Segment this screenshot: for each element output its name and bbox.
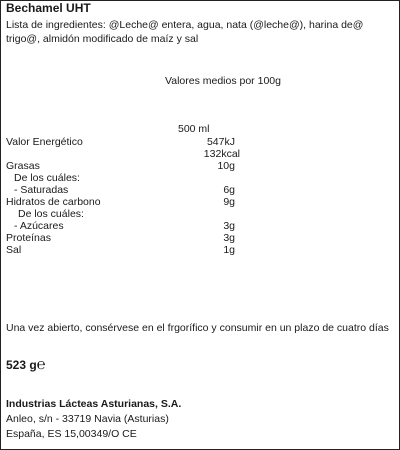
storage-note: Una vez abierto, consérvese en el frgorífico y consumir en un plazo de cuatro días xyxy=(6,322,389,334)
nutrient-value-energy-kcal: 132kcal xyxy=(203,148,240,160)
nutrient-name-fat: Grasas xyxy=(6,160,40,172)
nutrient-value-sugars: 3g xyxy=(223,220,235,232)
nutrient-value-saturated: 6g xyxy=(223,184,235,196)
net-weight xyxy=(6,356,46,373)
nutrient-value-protein: 3g xyxy=(223,232,235,244)
nutrient-name-sugars: - Azúcares xyxy=(14,220,64,232)
per-100g-header: Valores medios por 100g xyxy=(165,75,281,87)
product-title: Bechamel UHT xyxy=(6,1,91,15)
net-weight-value: 523 g xyxy=(6,358,37,372)
nutrient-name-saturated: - Saturadas xyxy=(14,184,69,196)
nutrient-value-energy-kj: 547kJ xyxy=(206,136,235,148)
nutrient-value-salt: 1g xyxy=(223,244,235,256)
nutrient-subheader-fat: De los cuáles: xyxy=(14,172,80,184)
nutrient-name-protein: Proteínas xyxy=(6,232,51,244)
estimated-sign-icon: ℮ xyxy=(36,356,46,373)
volume-value: 500 ml xyxy=(178,123,210,135)
company-address: Anleo, s/n - 33719 Navia (Asturias) xyxy=(6,413,169,425)
nutrient-name-salt: Sal xyxy=(6,244,22,256)
nutrient-value-fat: 10g xyxy=(217,160,235,172)
nutrient-name-carbs: Hidratos de carbono xyxy=(6,196,101,208)
nutrient-subheader-carbs: De los cuáles: xyxy=(18,208,84,220)
company-name: Industrias Lácteas Asturianas, S.A. xyxy=(6,398,182,410)
health-registry: España, ES 15,00349/O CE xyxy=(6,428,137,440)
ingredients-list: Lista de ingredientes: @Leche@ entera, agua, nata (@leche@), harina de@ trigo@, almidón modificado de maíz y sal xyxy=(6,19,364,45)
nutrient-name-energy: Valor Energético xyxy=(6,136,83,148)
nutrient-value-carbs: 9g xyxy=(223,196,235,208)
